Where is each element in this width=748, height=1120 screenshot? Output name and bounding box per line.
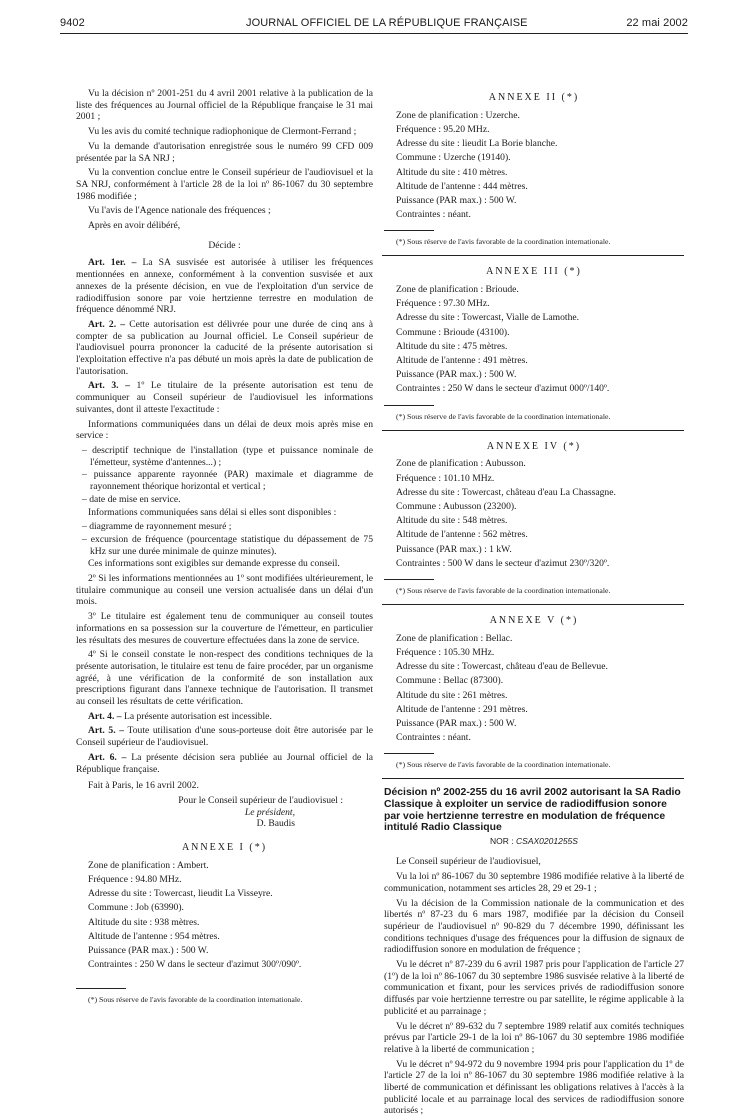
annex-line: Zone de planification : Bellac. — [396, 632, 513, 644]
annex-title: ANNEXE IV (*) — [486, 440, 582, 452]
annex-line: Contraintes : 500 W dans le secteur d'azimut 230º/320º. — [396, 557, 610, 569]
article-label: Art. 1er. – — [88, 257, 137, 269]
signature-line-2: Le président, — [244, 806, 295, 818]
article-label: Art. 6. – — [88, 751, 127, 763]
article-2 — [76, 319, 373, 378]
footnote: (*) Sous réserve de l'avis favorable de la coordination internationale. — [396, 411, 611, 421]
visa-paragraph: Le Conseil supérieur de l'audiovisuel, — [396, 856, 541, 868]
annex-line: Commune : Job (63990). — [88, 902, 184, 914]
section-separator — [382, 778, 684, 779]
article-4 — [76, 711, 373, 723]
annex-line: Altitude de l'antenne : 954 mètres. — [88, 930, 220, 942]
annex-line: Altitude de l'antenne : 562 mètres. — [396, 529, 528, 541]
article-text: Toute utilisation d'une sous-porteuse doit être autorisée par le Conseil supérieur de l'audiovisuel. — [76, 725, 373, 749]
visa-paragraph: Vu la loi nº 86-1067 du 30 septembre 1986 modifiée relative à la liberté de communication, notamment ses articles 28, 29 et 29-1 ; — [384, 871, 684, 894]
annex-line: Puissance (PAR max.) : 500 W. — [88, 945, 209, 956]
article-text: La présente décision sera publiée au Journal officiel de la République française. — [76, 751, 373, 775]
list-item: – diagramme de rayonnement mesuré ; — [82, 521, 232, 533]
annex-line: Altitude du site : 938 mètres. — [88, 916, 200, 928]
annex-line: Zone de planification : Brioude. — [396, 284, 519, 296]
right-column — [384, 92, 684, 1120]
annex-line: Altitude de l'antenne : 444 mètres. — [396, 180, 528, 192]
footnote: (*) Sous réserve de l'avis favorable de la coordination internationale. — [396, 585, 611, 595]
visa-paragraph: Vu les avis du comité technique radiophonique de Clermont-Ferrand ; — [88, 126, 357, 138]
visa-paragraph: Vu l'avis de l'Agence nationale des fréquences ; — [88, 205, 271, 217]
list-item: – excursion de fréquence (pourcentage statistique du dépassement de 75 kHz sur une durée minimale de quinze minutes). — [82, 533, 373, 557]
annex-line: Fréquence : 94.80 MHz. — [88, 873, 182, 885]
annex-line: Altitude du site : 410 mètres. — [396, 166, 508, 178]
annex-line: Adresse du site : Towercast, lieudit La Visseyre. — [88, 888, 273, 900]
annex-line: Commune : Uzerche (19140). — [396, 152, 511, 164]
nor-reference — [384, 836, 684, 848]
section-separator — [382, 430, 684, 431]
annex-line: Adresse du site : Towercast, château d'eau La Chassagne. — [396, 486, 616, 498]
annex-line: Fréquence : 97.30 MHz. — [396, 298, 490, 310]
nor-label: NOR : — [490, 835, 514, 846]
paragraph-4: 4º Si le conseil constate le non-respect des conditions techniques de la présente autorisation, le titulaire est tenu de faire procéder, par un organisme agréé, à une vérification de la conformité de son installation aux prescriptions figurant dans l'annexe technique de l'autorisation. Il transmet au conseil les résultats de cette vérification. — [76, 649, 373, 708]
visa-paragraph: Vu la convention conclue entre le Conseil supérieur de l'audiovisuel et la SA NRJ, conformément à l'article 28 de la loi nº 86-1067 du 30 septembre 1986 modifiée ; — [76, 167, 373, 202]
visa-paragraph: Vu la demande d'autorisation enregistrée sous le numéro 99 CFD 009 présentée par la SA NRJ ; — [76, 140, 373, 164]
signature-name: D. Baudis — [256, 818, 295, 830]
article-text: La SA susvisée est autorisée à utiliser les fréquences mentionnées en annexe, conformément à la convention susvisée et aux annexes de la présente décision, en vue de l'exploitation d'un service de radiodiffusion sonore par voie hertzienne terrestre en modulation de fréquence dénommé NRJ. — [76, 257, 373, 316]
annex-line: Contraintes : néant. — [396, 209, 471, 221]
fait-a-paris: Fait à Paris, le 16 avril 2002. — [88, 780, 199, 792]
annex-line: Altitude du site : 548 mètres. — [396, 515, 508, 527]
footnote-rule — [384, 230, 434, 231]
annex-line: Fréquence : 105.30 MHz. — [396, 646, 495, 658]
paragraph-3: 3º Le titulaire est également tenu de communiquer au conseil toutes informations en sa possession sur la couverture de l'émetteur, en particulier les résultats des mesures de couverture effectuées dans la zone de service. — [76, 611, 373, 646]
page-header — [0, 0, 748, 40]
annex-line: Commune : Bellac (87300). — [396, 675, 504, 687]
visa-paragraph: Vu le décret nº 94-972 du 9 novembre 1994 pris pour l'application du 1º de l'article 27 de la loi nº 86-1067 du 30 septembre 1986 modifiée relative à la liberté de communication et définissant les obligations relatives à l'accès à la publicité locale et au parrainage local des services de radiodiffusion sonore autorisés ; — [384, 1058, 684, 1117]
signature-line-1: Pour le Conseil supérieur de l'audiovisuel : — [178, 794, 343, 806]
visa-paragraph: Vu la décision de la Commission nationale de la communication et des libertés nº 87-23 du 6 mars 1987, modifiée par la décision du Conseil supérieur de l'audiovisuel nº 90-829 du 7 décembre 1990, définissant les conditions techniques d'usage des fréquences pour la diffusion de signaux de radiodiffusion sonore en modulation de fréquence ; — [384, 897, 684, 956]
annex-line: Contraintes : 250 W dans le secteur d'azimut 300º/090º. — [88, 959, 302, 971]
annex-line: Contraintes : néant. — [396, 732, 471, 744]
footnote: (*) Sous réserve de l'avis favorable de la coordination internationale. — [88, 995, 303, 1005]
footnote: (*) Sous réserve de l'avis favorable de la coordination internationale. — [396, 237, 611, 247]
annex-line: Adresse du site : Towercast, château d'eau de Bellevue. — [396, 661, 608, 673]
issue-date: 22 mai 2002 — [626, 17, 688, 29]
left-column — [76, 88, 373, 1008]
annex-line: Altitude du site : 475 mètres. — [396, 340, 508, 352]
article-label: Art. 2. – — [88, 318, 126, 330]
article-1 — [76, 257, 373, 316]
footnote-rule — [76, 988, 126, 989]
annex-line: Commune : Brioude (43100). — [396, 326, 510, 338]
page-number: 9402 — [60, 17, 85, 29]
annex-line: Puissance (PAR max.) : 500 W. — [396, 369, 517, 381]
annex-line: Puissance (PAR max.) : 500 W. — [396, 717, 517, 729]
annex-line: Adresse du site : lieudit La Borie blanche. — [396, 138, 558, 150]
article-5 — [76, 725, 373, 748]
annex-line: Adresse du site : Towercast, Vialle de Lamothe. — [396, 312, 580, 324]
visa-paragraph: Après en avoir délibéré, — [88, 220, 181, 232]
annex-line: Contraintes : 250 W dans le secteur d'azimut 000º/140º. — [396, 383, 610, 395]
annex-line: Zone de planification : Uzerche. — [396, 109, 520, 121]
article-label: Art. 3. – — [88, 380, 130, 392]
article-label: Art. 4. – — [88, 710, 122, 722]
annex-title: ANNEXE I (*) — [181, 842, 268, 854]
section-separator — [382, 255, 684, 256]
annex-title: ANNEXE III (*) — [486, 266, 582, 278]
footnote: (*) Sous réserve de l'avis favorable de la coordination internationale. — [396, 760, 611, 770]
annex-title: ANNEXE II (*) — [488, 92, 580, 103]
list-item: – puissance apparente rayonnée (PAR) maximale et diagramme de rayonnement théorique horizontal et vertical ; — [82, 469, 373, 493]
annex-line: Altitude de l'antenne : 291 mètres. — [396, 703, 528, 715]
journal-title: JOURNAL OFFICIEL DE LA RÉPUBLIQUE FRANÇAISE — [246, 17, 528, 29]
decide-heading: Décide : — [208, 239, 241, 251]
header-rule — [60, 33, 688, 34]
info-delay: Informations communiquées dans un délai de deux mois après mise en service : — [76, 418, 373, 442]
paragraph-2: 2º Si les informations mentionnées au 1º sont modifiées ultérieurement, le titulaire communique au conseil une version actualisée dans un délai d'un mois. — [76, 573, 373, 608]
annex-line: Puissance (PAR max.) : 1 kW. — [396, 543, 512, 555]
visa-paragraph: Vu le décret nº 87-239 du 6 avril 1987 pris pour l'application de l'article 27 (1º) de la loi nº 86-1067 du 30 septembre 1986 susvisée relative à la liberté de communication et fixant, pour les services privés de radiodiffusion sonore diffusés par voie hertzienne terrestre ou par satellite, le régime applicable à la publicité et au parrainage ; — [384, 959, 684, 1017]
annex-line: Fréquence : 95.20 MHz. — [396, 123, 490, 135]
article-6 — [76, 752, 373, 775]
footnote-rule — [384, 753, 434, 754]
nor-code: CSAX0201255S — [516, 835, 578, 846]
footnote-rule — [384, 579, 434, 580]
article-text: Cette autorisation est délivrée pour une durée de cinq ans à compter de sa publication au Journal officiel. Le Conseil supérieur de l'audiovisuel pourra prononcer la caducité de la présente autorisation si l'exploitation effective n'a pas débuté un mois après la date de publication de l'autorisation. — [76, 318, 373, 377]
list-item: – date de mise en service. — [82, 493, 181, 505]
decision-title: Décision nº 2002-255 du 16 avril 2002 autorisant la SA Radio Classique à exploiter un service de radiodiffusion sonore par voie hertzienne terrestre en modulation de fréquence intitulé Radio Classique — [384, 787, 681, 834]
annex-line: Zone de planification : Ambert. — [88, 859, 209, 871]
annex-line: Commune : Aubusson (23200). — [396, 500, 517, 512]
annex-line: Altitude du site : 261 mètres. — [396, 689, 508, 701]
info-nodelay: Informations communiquées sans délai si elles sont disponibles : — [88, 506, 337, 518]
visa-paragraph: Vu le décret nº 89-632 du 7 septembre 1989 relatif aux comités techniques prévus par l'article 29-1 de la loi nº 86-1067 du 30 septembre 1986 modifiée relative à la liberté de communication ; — [384, 1020, 684, 1055]
annex-line: Fréquence : 101.10 MHz. — [396, 472, 495, 484]
section-separator — [382, 604, 684, 605]
exigibles-paragraph: Ces informations sont exigibles sur demande expresse du conseil. — [88, 558, 340, 570]
annex-line: Altitude de l'antenne : 491 mètres. — [396, 355, 528, 367]
annex-line: Zone de planification : Aubusson. — [396, 458, 526, 470]
list-item: – descriptif technique de l'installation (type et puissance nominale de l'émetteur, système d'antennes...) ; — [82, 444, 373, 468]
article-text: La présente autorisation est incessible. — [123, 710, 272, 722]
article-label: Art. 5. – — [88, 725, 125, 737]
annex-title: ANNEXE V (*) — [489, 614, 579, 626]
annex-line: Puissance (PAR max.) : 500 W. — [396, 194, 517, 206]
footnote-rule — [384, 405, 434, 406]
visa-paragraph: Vu la décision nº 2001-251 du 4 avril 2001 relative à la publication de la liste des fréquences au Journal officiel de la République française le 31 mai 2001 ; — [76, 88, 373, 123]
article-text: 1º Le titulaire de la présente autorisation est tenu de communiquer au Conseil supérieur de l'audiovisuel les informations suivantes, dont il atteste l'exactitude : — [76, 380, 373, 415]
article-3 — [76, 380, 373, 415]
